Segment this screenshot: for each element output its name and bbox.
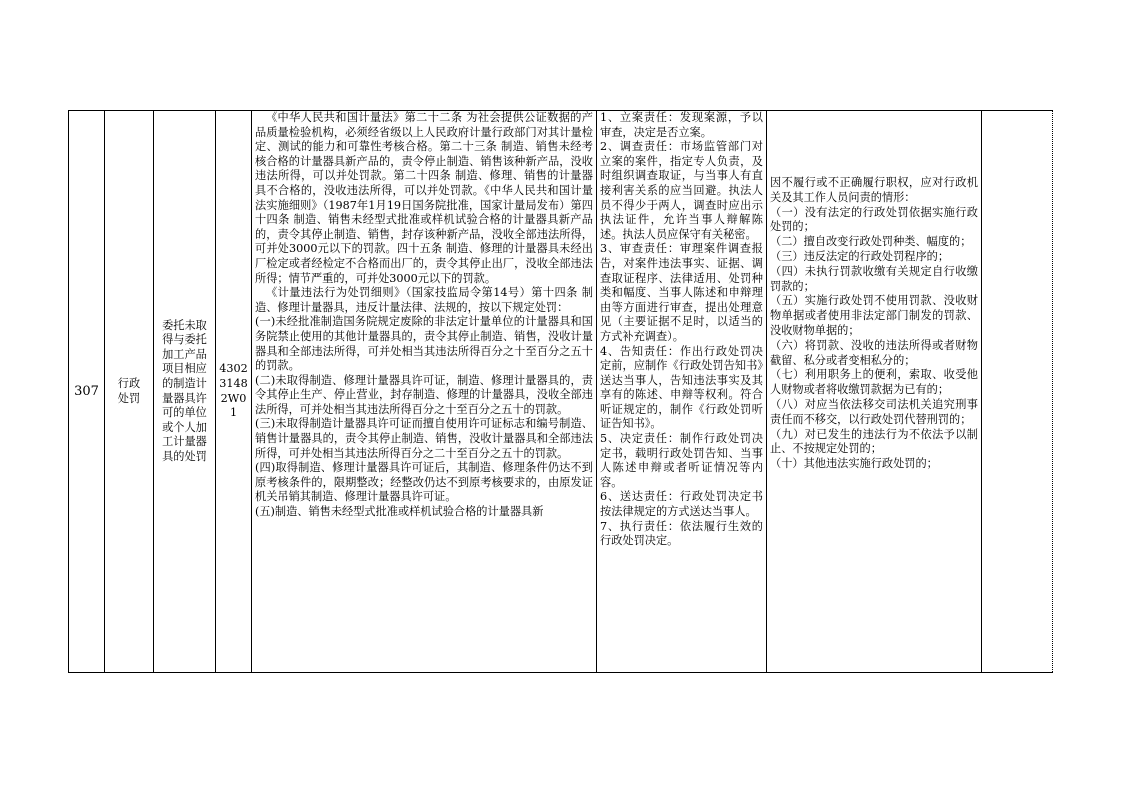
accountability-item: （十）其他违法实施行政处罚的； (770, 457, 938, 471)
item-name: 委托未取得与委托加工产品项目相应的制造计量器具许可的单位或个人加工计量器具的处罚 (162, 318, 207, 463)
code-cell (215, 111, 251, 672)
accountability-item: （二）擅自改变行政处罚种类、幅度的； (770, 235, 972, 249)
row-number: 307 (74, 384, 99, 399)
legal-basis-cell (251, 111, 596, 672)
accountability-item: （一）没有法定的行政处罚依据实施行政处罚的； (770, 205, 978, 234)
responsibility-item: 4、告知责任：作出行政处罚决定前，应制作《行政处罚告知书》送达当事人，告知违法事实及其享有的陈述、申辩等权利。符合听证规定的，制作《行政处罚听证告知书》。 (600, 344, 763, 431)
responsibility-cell (596, 111, 766, 672)
responsibility-item: 3、审查责任：审理案件调查报告，对案件违法事实、证据、调查取证程序、法律适用、处罚种类和幅度、当事人陈述和申辩理由等方面进行审查，提出处理意见（主要证据不足时，以适当的方式补充调查）。 (600, 242, 763, 343)
accountability-item: （三）违反法定的行政处罚程序的； (770, 249, 950, 263)
responsibility-item: 6、送达责任：行政处罚决定书按法律规定的方式送达当事人。 (600, 490, 763, 519)
basis-item: (四)取得制造、修理计量器具许可证后，其制造、修理条件仍达不到原考核条件的，限期整改；经整改仍达不到原考核要求的，由原发证机关吊销其制造、修理计量器具许可证。 (255, 461, 593, 504)
accountability-item: （八）对应当依法移交司法机关追究刑事责任而不移交，以行政处罚代替刑罚的； (770, 397, 978, 426)
accountability-item: （九）对已发生的违法行为不依法予以制止、不按规定处罚的； (770, 427, 978, 456)
category: 行政处罚 (117, 376, 141, 405)
basis-item: (三)未取得制造计量器具许可证而擅自使用许可证标志和编号制造、销售计量器具的，责令其停止制造、销售，没收计量器具和全部违法所得，可并处相当其违法所得百分之二十至百分之五十的罚款。 (255, 417, 593, 460)
accountability-item: （五）实施行政处罚不使用罚款、没收财物单据或者使用非法定部门制发的罚款、没收财物单据的； (770, 294, 978, 337)
row-number-cell (68, 111, 104, 672)
basis-item: (五)制造、销售未经型式批准或样机试验合格的计量器具新 (255, 505, 544, 519)
responsibility-item: 1、立案责任：发现案源，予以审查，决定是否立案。 (600, 111, 763, 139)
accountability-item: （六）将罚款、没收的违法所得或者财物截留、私分或者变相私分的； (770, 338, 978, 367)
item-name-cell (153, 111, 215, 672)
basis-item: (二)未取得制造、修理计量器具许可证，制造、修理计量器具的，责令其停止生产、停止营业，封存制造、修理的计量器具，没收全部违法所得，可并处相当其违法所得百分之十至百分之五十的罚款。 (255, 373, 593, 416)
basis-paragraph: 《计量违法行为处罚细则》（国家技监局令第14号）第十四条 制造、修理计量器具，违反计量法律、法规的，按以下规定处罚： (255, 286, 593, 314)
responsibility-item: 5、决定责任：制作行政处罚决定书，载明行政处罚告知、当事人陈述申辩或者听证情况等内容。 (600, 432, 763, 489)
accountability-cell (766, 111, 981, 672)
responsibility-item: 2、调查责任：市场监管部门对立案的案件，指定专人负责，及时组织调查取证，与当事人有直接利害关系的应当回避。执法人员不得少于两人，调查时应出示执法证件，允许当事人辩解陈述。执法人员应保守有关秘密。 (600, 140, 763, 241)
accountability-item: （四）未执行罚款收缴有关规定自行收缴罚款的； (770, 264, 978, 293)
accountability-item: 因不履行或不正确履行职权，应对行政机关及其工作人员问责的情形： (770, 176, 978, 204)
remark-cell (981, 111, 1053, 672)
responsibility-item: 7、执行责任：依法履行生效的行政处罚决定。 (600, 519, 763, 548)
basis-item: (一)未经批准制造国务院规定废除的非法定计量单位的计量器具和国务院禁止使用的其他计量器具的，责令其停止制造、销售，没收计量器具和全部违法所得，可并处相当其违法所得百分之十至百分之五十的罚款。 (255, 315, 593, 373)
table-row (68, 110, 1053, 673)
basis-paragraph: 《中华人民共和国计量法》第二十二条 为社会提供公证数据的产品质量检验机构，必须经省级以上人民政府计量行政部门对其计量检定、测试的能力和可靠性考核合格。第二十三条 制造、销售未经考核合格的计量器具新产品的，责令停止制造、销售该种新产品，没收违法所得，可以并处罚款。第二十四条 制造、修理、销售的计量器具不合格的，没收违法所得，可以并处罚款。《中华人民共和国计量法实施细则》（1987年1月19日国务院批准，国家计量局发布）第四十四条 制造、销售未经型式批准或样机试验合格的计量器具新产品的，责令其停止制造、销售，封存该种新产品，没收全部违法所得，可并处3000元以下的罚款。四十五条 制造、修理的计量器具未经出厂检定或者经检定不合格而出厂的，责令其停止出厂，没收全部违法所得；情节严重的，可并处3000元以下的罚款。 (255, 111, 593, 285)
item-code: 43023148 2W01 (219, 362, 248, 420)
accountability-item: （七）利用职务上的便利，索取、收受他人财物或者将收缴罚款据为已有的； (770, 368, 978, 397)
category-cell (104, 111, 153, 672)
